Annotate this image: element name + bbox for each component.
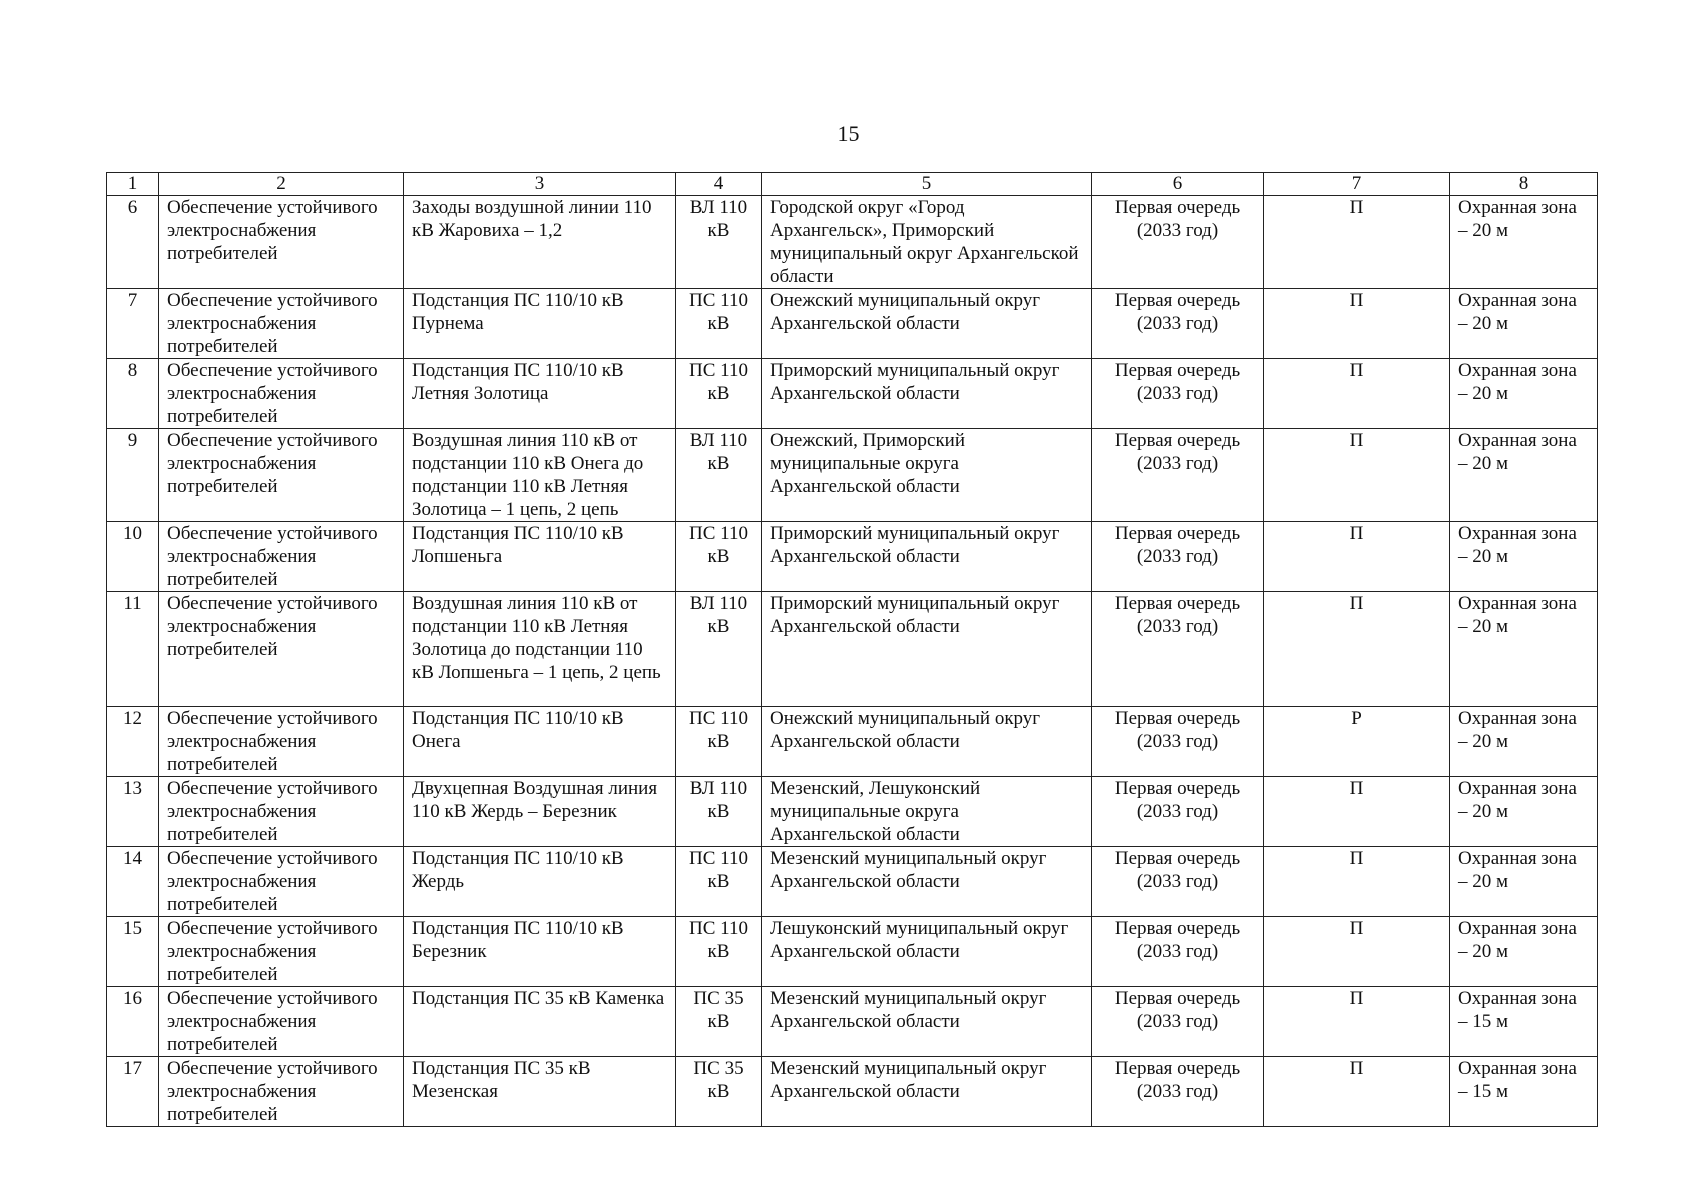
location-cell: Онежский, Приморский муниципальные округа Архангельской области	[762, 429, 1092, 522]
header-cell-8: 8	[1450, 173, 1598, 196]
header-cell-6: 6	[1092, 173, 1264, 196]
object-name-cell: Воздушная линия 110 кВ от подстанции 110 кВ Онега до подстанции 110 кВ Летняя Золотица – 1 цепь, 2 цепь	[404, 429, 676, 522]
table-row	[107, 359, 1598, 429]
purpose-cell: Обеспечение устойчивого электроснабжения потребителей	[159, 592, 404, 707]
table-row	[107, 777, 1598, 847]
term-cell: Первая очередь (2033 год)	[1092, 522, 1264, 592]
location-cell: Лешуконский муниципальный округ Архангельской области	[762, 917, 1092, 987]
object-name-cell: Заходы воздушной линии 110 кВ Жаровиха – 1,2	[404, 196, 676, 289]
purpose-cell: Обеспечение устойчивого электроснабжения потребителей	[159, 987, 404, 1057]
location-cell: Онежский муниципальный округ Архангельской области	[762, 289, 1092, 359]
object-name-cell: Подстанция ПС 110/10 кВ Онега	[404, 707, 676, 777]
term-cell: Первая очередь (2033 год)	[1092, 359, 1264, 429]
object-type-cell: ВЛ 110 кВ	[676, 196, 762, 289]
header-cell-2: 2	[159, 173, 404, 196]
status-cell: П	[1264, 592, 1450, 707]
table-row	[107, 987, 1598, 1057]
zone-cell: Охранная зона – 15 м	[1450, 987, 1598, 1057]
object-type-cell: ПС 110 кВ	[676, 359, 762, 429]
purpose-cell: Обеспечение устойчивого электроснабжения потребителей	[159, 777, 404, 847]
status-cell: П	[1264, 777, 1450, 847]
term-cell: Первая очередь (2033 год)	[1092, 917, 1264, 987]
status-cell: П	[1264, 1057, 1450, 1127]
object-type-cell: ПС 35 кВ	[676, 987, 762, 1057]
object-name-cell: Подстанция ПС 35 кВ Каменка	[404, 987, 676, 1057]
row-number-cell: 11	[107, 592, 159, 707]
zone-cell: Охранная зона – 20 м	[1450, 196, 1598, 289]
object-type-cell: ПС 110 кВ	[676, 917, 762, 987]
header-cell-3: 3	[404, 173, 676, 196]
row-number-cell: 13	[107, 777, 159, 847]
table-row	[107, 429, 1598, 522]
purpose-cell: Обеспечение устойчивого электроснабжения потребителей	[159, 522, 404, 592]
zone-cell: Охранная зона – 20 м	[1450, 777, 1598, 847]
purpose-cell: Обеспечение устойчивого электроснабжения потребителей	[159, 1057, 404, 1127]
object-name-cell: Подстанция ПС 110/10 кВ Пурнема	[404, 289, 676, 359]
location-cell: Мезенский муниципальный округ Архангельской области	[762, 987, 1092, 1057]
zone-cell: Охранная зона – 20 м	[1450, 592, 1598, 707]
status-cell: П	[1264, 289, 1450, 359]
purpose-cell: Обеспечение устойчивого электроснабжения потребителей	[159, 429, 404, 522]
status-cell: П	[1264, 522, 1450, 592]
table-row	[107, 847, 1598, 917]
zone-cell: Охранная зона – 20 м	[1450, 522, 1598, 592]
object-name-cell: Двухцепная Воздушная линия 110 кВ Жердь – Березник	[404, 777, 676, 847]
table-row	[107, 1057, 1598, 1127]
object-type-cell: ВЛ 110 кВ	[676, 777, 762, 847]
object-type-cell: ПС 35 кВ	[676, 1057, 762, 1127]
zone-cell: Охранная зона – 20 м	[1450, 359, 1598, 429]
location-cell: Мезенский муниципальный округ Архангельской области	[762, 847, 1092, 917]
table-row	[107, 289, 1598, 359]
status-cell: П	[1264, 917, 1450, 987]
status-cell: П	[1264, 987, 1450, 1057]
row-number-cell: 12	[107, 707, 159, 777]
table-row	[107, 592, 1598, 707]
zone-cell: Охранная зона – 20 м	[1450, 289, 1598, 359]
table-row	[107, 707, 1598, 777]
purpose-cell: Обеспечение устойчивого электроснабжения потребителей	[159, 289, 404, 359]
purpose-cell: Обеспечение устойчивого электроснабжения потребителей	[159, 359, 404, 429]
row-number-cell: 15	[107, 917, 159, 987]
object-type-cell: ПС 110 кВ	[676, 522, 762, 592]
header-cell-7: 7	[1264, 173, 1450, 196]
location-cell: Мезенский, Лешуконский муниципальные округа Архангельской области	[762, 777, 1092, 847]
object-type-cell: ПС 110 кВ	[676, 847, 762, 917]
object-name-cell: Подстанция ПС 110/10 кВ Жердь	[404, 847, 676, 917]
zone-cell: Охранная зона – 20 м	[1450, 917, 1598, 987]
term-cell: Первая очередь (2033 год)	[1092, 777, 1264, 847]
object-type-cell: ВЛ 110 кВ	[676, 429, 762, 522]
header-cell-4: 4	[676, 173, 762, 196]
location-cell: Приморский муниципальный округ Архангельской области	[762, 359, 1092, 429]
row-number-cell: 9	[107, 429, 159, 522]
status-cell: П	[1264, 359, 1450, 429]
row-number-cell: 17	[107, 1057, 159, 1127]
row-number-cell: 14	[107, 847, 159, 917]
purpose-cell: Обеспечение устойчивого электроснабжения потребителей	[159, 847, 404, 917]
row-number-cell: 6	[107, 196, 159, 289]
status-cell: П	[1264, 429, 1450, 522]
object-name-cell: Подстанция ПС 110/10 кВ Лопшеньга	[404, 522, 676, 592]
status-cell: П	[1264, 196, 1450, 289]
term-cell: Первая очередь (2033 год)	[1092, 847, 1264, 917]
object-type-cell: ПС 110 кВ	[676, 707, 762, 777]
table-header-row	[107, 173, 1598, 196]
zone-cell: Охранная зона – 15 м	[1450, 1057, 1598, 1127]
term-cell: Первая очередь (2033 год)	[1092, 1057, 1264, 1127]
row-number-cell: 7	[107, 289, 159, 359]
term-cell: Первая очередь (2033 год)	[1092, 429, 1264, 522]
table-row	[107, 196, 1598, 289]
object-type-cell: ПС 110 кВ	[676, 289, 762, 359]
status-cell: Р	[1264, 707, 1450, 777]
status-cell: П	[1264, 847, 1450, 917]
page-number: 15	[837, 121, 860, 146]
zone-cell: Охранная зона – 20 м	[1450, 429, 1598, 522]
location-cell: Приморский муниципальный округ Архангельской области	[762, 522, 1092, 592]
term-cell: Первая очередь (2033 год)	[1092, 592, 1264, 707]
object-name-cell: Подстанция ПС 35 кВ Мезенская	[404, 1057, 676, 1127]
object-name-cell: Подстанция ПС 110/10 кВ Летняя Золотица	[404, 359, 676, 429]
location-cell: Мезенский муниципальный округ Архангельской области	[762, 1057, 1092, 1127]
table-row	[107, 917, 1598, 987]
term-cell: Первая очередь (2033 год)	[1092, 289, 1264, 359]
data-table	[106, 172, 1598, 1127]
purpose-cell: Обеспечение устойчивого электроснабжения потребителей	[159, 196, 404, 289]
row-number-cell: 8	[107, 359, 159, 429]
zone-cell: Охранная зона – 20 м	[1450, 707, 1598, 777]
header-cell-1: 1	[107, 173, 159, 196]
object-name-cell: Подстанция ПС 110/10 кВ Березник	[404, 917, 676, 987]
location-cell: Онежский муниципальный округ Архангельской области	[762, 707, 1092, 777]
term-cell: Первая очередь (2033 год)	[1092, 987, 1264, 1057]
header-cell-5: 5	[762, 173, 1092, 196]
object-name-cell: Воздушная линия 110 кВ от подстанции 110 кВ Летняя Золотица до подстанции 110 кВ Лопшеньга – 1 цепь, 2 цепь	[404, 592, 676, 707]
table-row	[107, 522, 1598, 592]
term-cell: Первая очередь (2033 год)	[1092, 707, 1264, 777]
term-cell: Первая очередь (2033 год)	[1092, 196, 1264, 289]
location-cell: Городской округ «Город Архангельск», Приморский муниципальный округ Архангельской области	[762, 196, 1092, 289]
row-number-cell: 10	[107, 522, 159, 592]
row-number-cell: 16	[107, 987, 159, 1057]
zone-cell: Охранная зона – 20 м	[1450, 847, 1598, 917]
purpose-cell: Обеспечение устойчивого электроснабжения потребителей	[159, 707, 404, 777]
location-cell: Приморский муниципальный округ Архангельской области	[762, 592, 1092, 707]
object-type-cell: ВЛ 110 кВ	[676, 592, 762, 707]
purpose-cell: Обеспечение устойчивого электроснабжения потребителей	[159, 917, 404, 987]
